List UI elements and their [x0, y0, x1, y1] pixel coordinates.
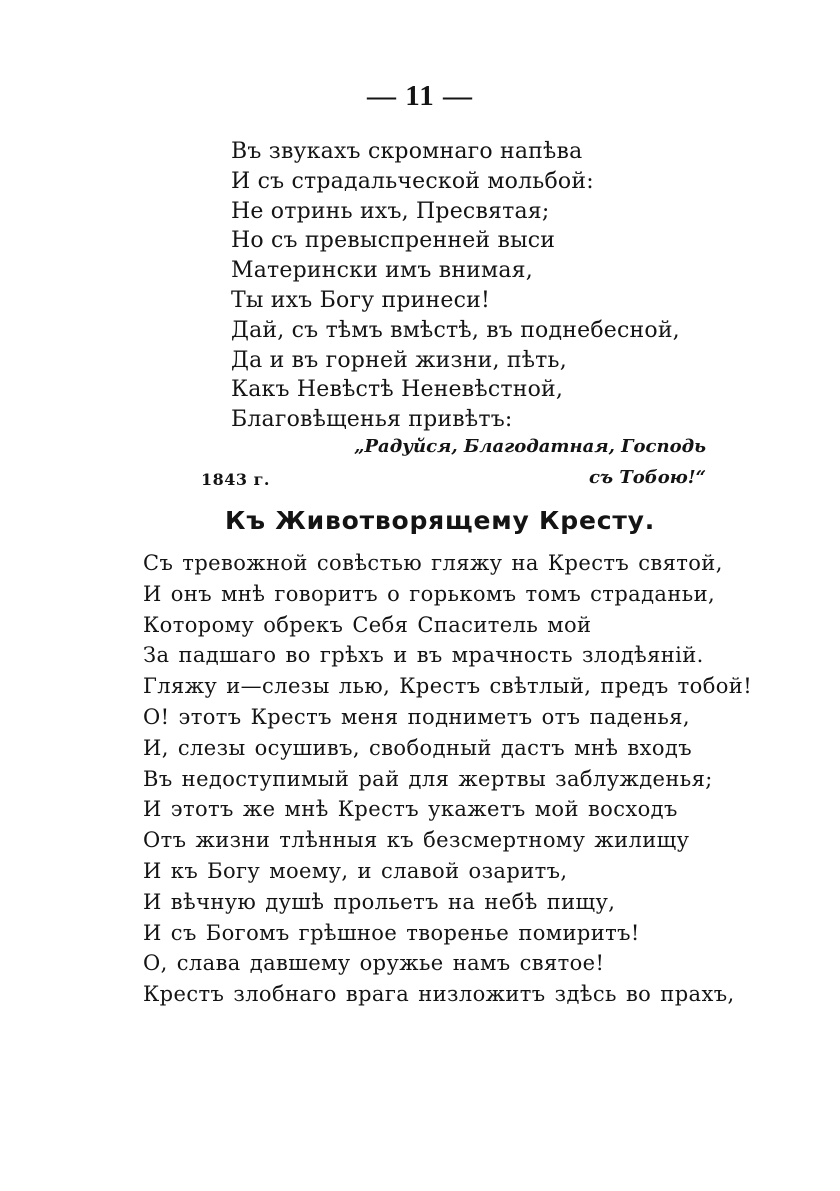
poem-line: Гляжу и—слезы лью, Крестъ свѣтлый, предъ тобой! — [143, 674, 753, 699]
closing-line: съ Тобою!“ — [589, 467, 706, 488]
poem-date: 1843 г. — [201, 470, 270, 489]
poem-line: Крестъ злобнаго врага низложитъ здѣсь во прахъ, — [143, 982, 735, 1007]
poem-line: И съ страдальческой мольбой: — [231, 168, 594, 194]
poem-line: И съ Богомъ грѣшное творенье помиритъ! — [143, 920, 640, 945]
closing-greeting — [340, 431, 706, 493]
poem-line: Отъ жизни тлѣнныя къ безсмертному жилищу — [143, 828, 690, 853]
closing-line: „Радуйся, Благодатная, Господь — [354, 436, 706, 457]
poem-line: Ты ихъ Богу принеси! — [231, 287, 491, 313]
poem-line: Дай, съ тѣмъ вмѣстѣ, въ поднебесной, — [231, 317, 680, 343]
poem-line: За падшаго во грѣхъ и въ мрачность злодѣяній. — [143, 643, 704, 668]
poem-line: О! этотъ Крестъ меня подниметъ отъ паденья, — [143, 704, 690, 729]
poem-title: Къ Животворящему Кресту. — [224, 506, 656, 535]
poem-line: Въ недоступимый рай для жертвы заблужденья; — [143, 766, 713, 791]
poem-line: Какъ Невѣстѣ Неневѣстной, — [231, 377, 564, 403]
poem-line: Не отринь ихъ, Пресвятая; — [231, 198, 550, 224]
poem-line: Да и въ горней жизни, пѣть, — [231, 347, 567, 373]
poem-line: И онъ мнѣ говоритъ о горькомъ томъ страданьи, — [143, 581, 716, 606]
poem-stanza — [231, 137, 680, 435]
poem-line: Съ тревожной совѣстью гляжу на Крестъ святой, — [143, 551, 723, 575]
poem-line: О, слава давшему оружье намъ святое! — [143, 951, 605, 976]
poem-line: И къ Богу моему, и славой озаритъ, — [143, 858, 568, 883]
poem-body — [143, 548, 752, 1010]
poem-line: Матерински имъ внимая, — [231, 258, 533, 284]
poem-line: Но съ превыспренней выси — [231, 228, 556, 254]
poem-line: И вѣчную душѣ прольетъ на небѣ пищу, — [143, 889, 616, 914]
poem-line: Которому обрекъ Себя Спаситель мой — [143, 612, 592, 637]
poem-line: И, слезы осушивъ, свободный дастъ мнѣ входъ — [143, 735, 693, 760]
poem-line: Благовѣщенья привѣтъ: — [231, 407, 513, 433]
poem-line: И этотъ же мнѣ Крестъ укажетъ мой восходъ — [143, 797, 678, 822]
page-number: — 11 — — [367, 80, 473, 112]
poem-line: Въ звукахъ скромнаго напѣва — [231, 139, 583, 164]
